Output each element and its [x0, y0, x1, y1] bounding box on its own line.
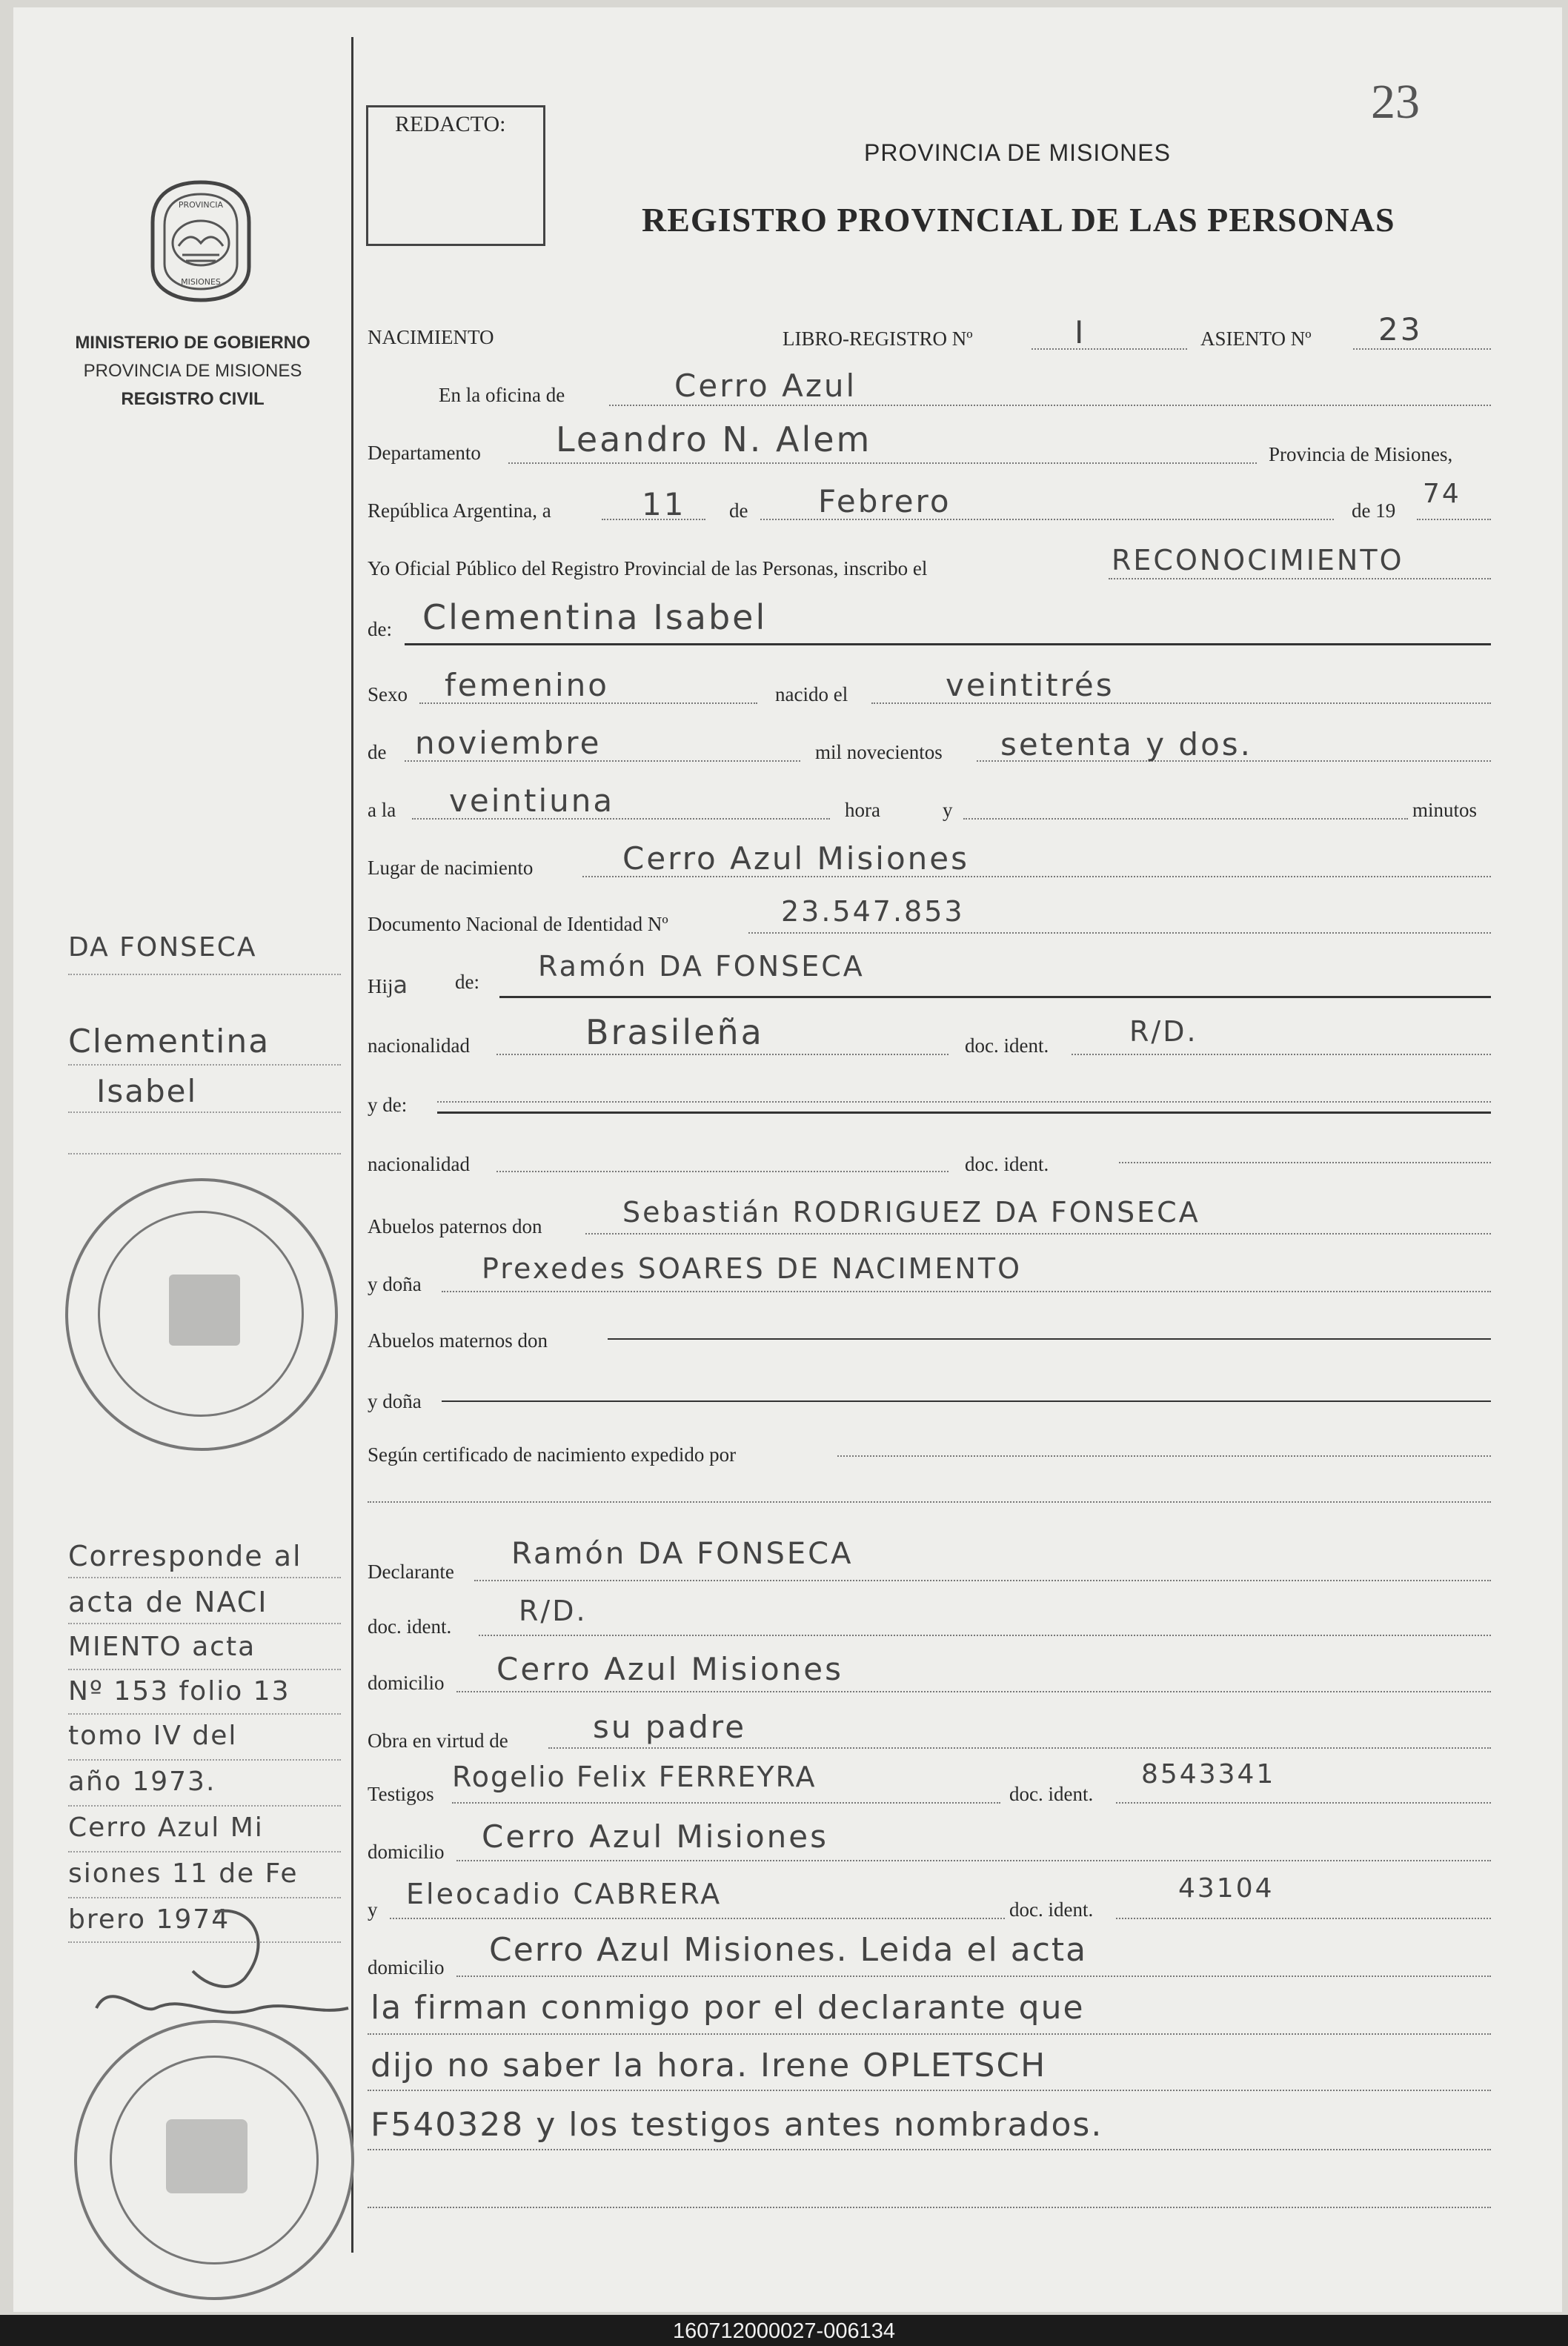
redacto-label: REDACTO:: [395, 112, 506, 136]
mil-label: mil novecientos: [815, 741, 943, 763]
margin-note-line: Corresponde al: [68, 1540, 302, 1572]
oficial-text: Yo Oficial Público del Registro Provincial de las Personas, inscribo el: [368, 557, 928, 579]
nacionalidad-value: Brasileña: [585, 1012, 764, 1052]
testigo2-doc-value: 43104: [1178, 1873, 1275, 1904]
margin-rule: [68, 1577, 341, 1578]
de-colon-label: de:: [368, 618, 392, 640]
obra-line: [548, 1747, 1491, 1749]
margin-name2: Isabel: [96, 1073, 198, 1109]
margin-note-line: año 1973.: [68, 1767, 216, 1797]
ministry-line3: REGISTRO CIVIL: [121, 389, 265, 409]
madre-line-dots: [437, 1101, 1491, 1103]
testigo2-doc-line: [1116, 1918, 1491, 1919]
dni-value: 23.547.853: [781, 895, 965, 928]
dni-label: Documento Nacional de Identidad Nº: [368, 913, 668, 935]
minutos-line: [963, 818, 1408, 820]
redacto-box: [366, 105, 545, 246]
ministry-line2: PROVINCIA DE MISIONES: [83, 361, 302, 381]
minutos-label: minutos: [1412, 799, 1478, 821]
footer-id: 160712000027-006134: [673, 2319, 895, 2343]
hijo-label-text: Hij: [368, 975, 393, 997]
extra-line3: F540328 y los testigos antes nombrados.: [371, 2106, 1103, 2144]
nombre-value: Clementina Isabel: [422, 597, 768, 637]
domicilio3-value: Cerro Azul Misiones. Leida el acta: [489, 1931, 1088, 1969]
docident-label: doc. ident.: [965, 1034, 1049, 1057]
hora-value: veintiuna: [449, 782, 615, 819]
margin-rule: [68, 1153, 341, 1154]
nombre-line: [405, 643, 1491, 645]
province-heading: PROVINCIA DE MISIONES: [864, 139, 1171, 166]
domicilio3-line: [456, 1976, 1491, 1977]
libro-label: LIBRO-REGISTRO Nº: [783, 328, 973, 350]
testigo2-line: [390, 1918, 1005, 1919]
extra-line2-rule: [368, 2090, 1491, 2091]
decl-docident-line: [479, 1635, 1491, 1636]
anio-line: [1417, 519, 1491, 520]
margin-rule: [68, 1111, 341, 1113]
abuela-pat-value: Prexedes SOARES DE NACIMENTO: [482, 1252, 1022, 1285]
de-label2: de: [368, 741, 387, 763]
testigo1-value: Rogelio Felix FERREYRA: [452, 1761, 817, 1793]
margin-name1: Clementina: [68, 1023, 270, 1060]
padre-line: [499, 996, 1491, 998]
domicilio-label: domicilio: [368, 1672, 445, 1694]
anio-nac-value: setenta y dos.: [1000, 726, 1252, 762]
ministry-block: [67, 329, 319, 413]
margin-rule: [68, 1851, 341, 1852]
declarante-value: Ramón DA FONSECA: [511, 1537, 854, 1571]
domicilio2-label: domicilio: [368, 1841, 445, 1863]
footer-bar: [0, 2315, 1568, 2346]
y-label2: y: [368, 1898, 378, 1921]
margin-note-line: MIENTO acta: [68, 1632, 256, 1662]
hijo-suffix: a: [393, 971, 411, 999]
testigo1-line: [452, 1802, 1000, 1804]
sexo-value: femenino: [445, 667, 609, 703]
seal-bottom-text: MISIONES: [181, 277, 221, 287]
libro-value: I: [1074, 314, 1086, 350]
testigo1-doc-line: [1116, 1802, 1491, 1804]
testigo1-doc-label: doc. ident.: [1009, 1783, 1094, 1805]
extra-line4-rule: [368, 2207, 1491, 2208]
coat-of-arms-seal: [145, 178, 256, 304]
anio-value: 74: [1423, 479, 1461, 509]
margin-rule: [68, 1759, 341, 1761]
declarante-label: Declarante: [368, 1561, 454, 1583]
mes-nac-value: noviembre: [415, 725, 602, 761]
decl-docident-value: R/D.: [519, 1595, 588, 1627]
abuela-pat-line: [442, 1291, 1491, 1292]
madre-line: [437, 1111, 1491, 1114]
ydona-label: y doña: [368, 1273, 422, 1295]
lugar-label: Lugar de nacimiento: [368, 857, 534, 879]
de-label: de: [729, 499, 748, 522]
margin-rule: [68, 974, 341, 975]
asiento-value: 23: [1378, 311, 1423, 348]
extra-line3-rule: [368, 2149, 1491, 2150]
de19-label: de 19: [1352, 499, 1396, 522]
page-number: 23: [1371, 75, 1420, 129]
testigo1-doc-value: 8543341: [1141, 1759, 1276, 1790]
extra-line2: dijo no saber la hora. Irene OPLETSCH: [371, 2047, 1047, 2084]
nacido-value: veintitrés: [946, 667, 1114, 703]
domicilio-line: [456, 1691, 1491, 1692]
stamp-emblem: [169, 1275, 240, 1346]
margin-rule: [68, 1064, 341, 1066]
margin-note-line: Cerro Azul Mi: [68, 1812, 264, 1843]
republica-label: República Argentina, a: [368, 499, 551, 522]
domicilio-value: Cerro Azul Misiones: [496, 1651, 843, 1687]
margin-note-line: Nº 153 folio 13: [68, 1676, 290, 1707]
abuelos-mat-label: Abuelos maternos don: [368, 1329, 548, 1352]
yde-label: y de:: [368, 1094, 408, 1116]
stamp-emblem: [166, 2119, 248, 2193]
provincia-label: Provincia de Misiones,: [1269, 443, 1453, 465]
ydona2-label: y doña: [368, 1390, 422, 1412]
dni-line: [748, 932, 1491, 934]
docident-value: R/D.: [1129, 1015, 1198, 1048]
abuelos-pat-label: Abuelos paternos don: [368, 1215, 542, 1237]
padre-value: Ramón DA FONSECA: [538, 950, 865, 983]
asiento-line: [1353, 348, 1491, 350]
decl-docident-label: doc. ident.: [368, 1615, 452, 1638]
abuelo-pat-line: [585, 1233, 1491, 1235]
mes-value: Febrero: [818, 483, 951, 519]
hijo-de-label: de:: [455, 971, 479, 993]
dia-value: 11: [642, 486, 686, 522]
margin-rule: [68, 1713, 341, 1715]
oficina-value: Cerro Azul: [674, 368, 857, 404]
margin-rule: [68, 1623, 341, 1624]
oficina-line: [609, 405, 1491, 406]
testigo2-doc-label: doc. ident.: [1009, 1898, 1094, 1921]
libro-line: [1032, 348, 1187, 350]
nacionalidad-label: nacionalidad: [368, 1034, 470, 1057]
margin-note-line: acta de NACI: [68, 1586, 268, 1618]
departamento-label: Departamento: [368, 442, 481, 464]
domicilio2-value: Cerro Azul Misiones: [482, 1818, 828, 1855]
domicilio3-label: domicilio: [368, 1956, 445, 1978]
extra-line1-rule: [368, 2033, 1491, 2035]
segun-line2: [368, 1501, 1491, 1503]
official-stamp-round-2: [74, 2020, 354, 2300]
hijo-label: [368, 971, 410, 999]
nacionalidad2-label: nacionalidad: [368, 1153, 470, 1175]
obra-label: Obra en virtud de: [368, 1729, 508, 1752]
nacimiento-label: NACIMIENTO: [368, 326, 494, 348]
margin-surname: DA FONSECA: [68, 932, 257, 963]
margin-rule: [68, 1669, 341, 1670]
ministry-line1: MINISTERIO DE GOBIERNO: [75, 333, 310, 353]
abuelo-mat-line: [608, 1338, 1491, 1340]
margin-note-line: siones 11 de Fe: [68, 1858, 299, 1889]
declarante-line: [474, 1580, 1491, 1581]
sexo-label: Sexo: [368, 683, 408, 705]
lugar-value: Cerro Azul Misiones: [622, 840, 969, 877]
docident-line: [1072, 1054, 1491, 1055]
abuelo-pat-value: Sebastián RODRIGUEZ DA FONSECA: [622, 1196, 1200, 1229]
segun-line: [837, 1455, 1491, 1457]
margin-note-line: tomo IV del: [68, 1721, 238, 1751]
departamento-value: Leandro N. Alem: [556, 419, 872, 459]
margin-note-line: brero 1974: [68, 1904, 230, 1935]
y-label: y: [943, 799, 953, 821]
seal-top-text: PROVINCIA: [178, 200, 224, 210]
docident2-label: doc. ident.: [965, 1153, 1049, 1175]
obra-value: su padre: [593, 1709, 747, 1745]
asiento-label: ASIENTO Nº: [1200, 328, 1312, 350]
abuela-mat-line: [442, 1400, 1491, 1402]
docident2-line: [1119, 1162, 1491, 1163]
testigos-label: Testigos: [368, 1783, 434, 1805]
oficina-label: En la oficina de: [439, 384, 565, 406]
nacionalidad-line: [496, 1054, 949, 1055]
acto-value: RECONOCIMIENTO: [1112, 544, 1404, 576]
nacido-label: nacido el: [775, 683, 848, 705]
margin-rule: [68, 1805, 341, 1807]
nacionalidad2-line: [496, 1171, 949, 1172]
extra-line1: la firman conmigo por el declarante que: [371, 1989, 1085, 2027]
official-stamp-round: [65, 1178, 338, 1451]
hora-label: hora: [845, 799, 880, 821]
registry-title: REGISTRO PROVINCIAL DE LAS PERSONAS: [642, 201, 1395, 239]
ala-label: a la: [368, 799, 396, 821]
acto-line: [1109, 578, 1491, 579]
domicilio2-line: [456, 1860, 1491, 1861]
testigo2-value: Eleocadio CABRERA: [406, 1878, 722, 1910]
departamento-line: [508, 462, 1257, 464]
segun-label: Según certificado de nacimiento expedido por: [368, 1443, 737, 1466]
